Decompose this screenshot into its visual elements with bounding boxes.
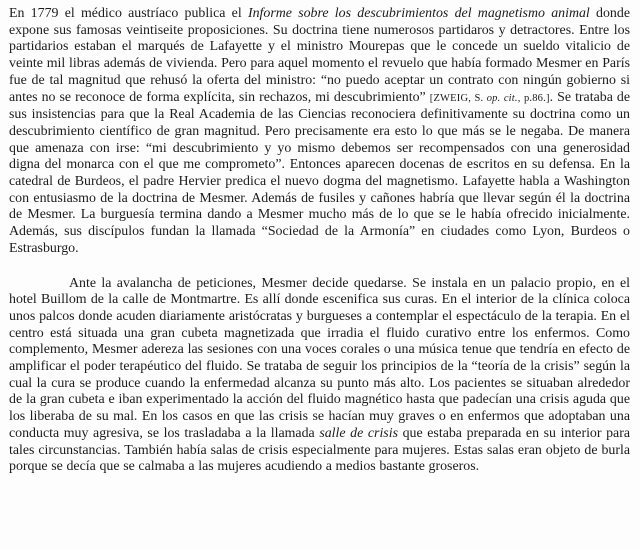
paragraph-1-text-a: En 1779 el médico austríaco publica el: [9, 6, 248, 21]
book-title: Informe sobre los descubrimientos del magnetismo animal: [247, 6, 590, 21]
citation-reference: [430, 93, 550, 104]
paragraph-2: [9, 276, 630, 476]
paragraph-1-text-b: donde expone sus famosas veintiseite proposiciones. Su doctrina tiene numerosos partidaros y detractores. Entre los partidarios estaban el marqués de Lafayette y el ministro Mourepas que le concede un sueldo vitalicio de veinte mil libras además de vivienda. Pero para aquel momento el revuelo que había formado Mesmer en París fue de tal magnitud que rehusó la oferta del ministro: “no puedo aceptar un contrato con ningún gobierno si antes no se reconoce de forma explícita, sin rechazos, mi descubrimiento”: [9, 6, 630, 105]
paragraph-2-text-b: que estaba preparada en su interior para tales circunstancias. También había salas de crisis especialmente para mujeres. Estas salas eran objeto de burla porque se decía que se calmaba a las mujeres acudiendo a medios bastante groseros.: [9, 425, 631, 475]
citation-page: , p.86.]: [517, 92, 550, 104]
paragraph-1: [9, 6, 630, 258]
paragraph-2-text-a: Ante la avalancha de peticiones, Mesmer decide quedarse. Se instala en un palacio propio, en el hotel Buillom de la calle de Montmartre. Es allí donde escenifica sus curas. En el interior de la clínica coloca unos palcos donde acuden diariamente aristócratas y burgueses a contemplar el espectáculo de la terapia. En el centro está situada una gran cubeta magnetizada que irradia el fluido curativo entre los enfermos. Como complemento, Mesmer adereza las sesiones con una voces corales o una música tenue que tendría en efecto de amplificar el poder terapéutico del fluido. Se trataba de seguir los principios de la “teoría de la crisis” según la cual la cura se produce cuando la enfermedad alcanza su punto más alto. Los pacientes se situaban alrededor de la gran cubeta e iban experimentado la acción del fluido magnético hasta que padecían una crisis aguda que los liberaba de su mal. En los casos en que las crisis se hacían muy graves o en enfermos que adoptaban una conducta muy agresiva, se los trasladaba a la llamada: [9, 275, 630, 441]
salle-de-crisis-term: salle de crisis: [319, 425, 398, 441]
citation-op-cit: op. cit.: [486, 92, 518, 104]
paragraph-1-text-c: . Se trataba de sus insistencias para que la Real Academia de las Ciencias reconociera definitivamente su doctrina como un descubrimiento científico de gran magnitud. Pero precisamente era esto lo que más se le negaba. De manera que amenaza con irse: “mi descubrimiento y yo mismo debemos ser recompensados con una generosidad digna del monarca con el que me comprometo”. Entonces aparecen docenas de escritos en su defensa. En la catedral de Burdeos, el padre Hervier predica el nuevo dogma del magnetismo. Lafayette habla a Washington con entusiasmo de la doctrina de Mesmer. Además de fusiles y cañones habría que llevar según él la doctrina de Mesmer. La burguesía termina dando a Mesmer mucho más de lo que se le había ofrecido inicialmente. Además, sus discípulos fundan la llamada “Sociedad de la Armonía” en ciudades como Lyon, Burdeos o Estrasburgo.: [9, 89, 630, 256]
citation-author: [ZWEIG, S.: [429, 92, 487, 104]
